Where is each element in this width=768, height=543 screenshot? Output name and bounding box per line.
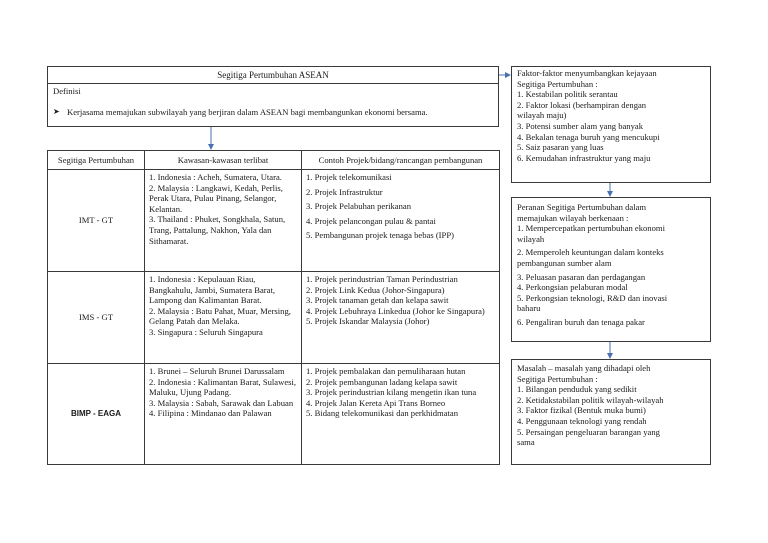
header-cell: Kawasan-kawasan terlibat xyxy=(145,151,302,170)
area-item: 2. Malaysia : Langkawi, Kedah, Perlis, Perak Utara, Pulau Pinang, Selangor, Kelantan. xyxy=(149,182,283,214)
factors-heading: Faktor-faktor menyumbangkan kejayaan xyxy=(517,68,657,78)
area-item: 4. Filipina : Mindanao dan Palawan xyxy=(149,408,272,419)
table-row xyxy=(48,272,500,364)
factor-item: 2. Faktor lokasi (berhampiran dengan xyxy=(517,99,647,110)
project-item: 4. Projek Jalan Kereta Api Trans Borneo xyxy=(306,397,446,408)
table-header-row xyxy=(48,151,500,170)
project-item: 5. Bidang telekomunikasi dan perkhidmatan xyxy=(306,408,459,419)
problems-heading: Segitiga Pertumbuhan : xyxy=(517,373,598,384)
role-item: 6. Pengaliran buruh dan tenaga pakar xyxy=(517,316,645,327)
projects-cell xyxy=(302,170,500,272)
area-item: 1. Brunei – Seluruh Brunei Darussalam xyxy=(149,366,285,376)
problem-item: sama xyxy=(517,437,535,448)
area-item: 2. Malaysia : Batu Pahat, Muar, Mersing, Gelang Patah dan Melaka. xyxy=(149,305,291,327)
project-item: 5. Pembangunan projek tenaga bebas (IPP) xyxy=(306,230,454,241)
projects-cell xyxy=(302,364,500,465)
project-item: 5. Projek Iskandar Malaysia (Johor) xyxy=(306,316,430,327)
roles-heading: memajukan wilayah berkenaan : xyxy=(517,212,629,223)
definition-bullet xyxy=(53,107,493,118)
problem-item: 5. Persaingan pengeluaran barangan yang xyxy=(517,426,660,437)
role-item: wilayah xyxy=(517,233,545,244)
project-item: 2. Projek pembangunan ladang kelapa sawit xyxy=(306,376,458,387)
factor-item: 4. Bekalan tenaga buruh yang mencukupi xyxy=(517,131,660,142)
factor-item: wilayah maju) xyxy=(517,110,567,121)
project-item: 2. Projek Link Kedua (Johor-Singapura) xyxy=(306,284,445,295)
header-cell: Contoh Projek/bidang/rancangan pembangunan xyxy=(302,151,500,170)
growth-triangle-table xyxy=(47,150,500,465)
project-item: 3. Projek Pelabuhan perikanan xyxy=(306,201,412,212)
triangle-name: BIMP - EAGA xyxy=(48,364,145,465)
page-title: Segitiga Pertumbuhan ASEAN xyxy=(47,66,499,84)
role-item: 4. Perkongsian pelaburan modal xyxy=(517,282,628,293)
problem-item: 3. Faktor fizikal (Bentuk muka bumi) xyxy=(517,405,646,416)
project-item: 1. Projek pembalakan dan pemuliharaan hutan xyxy=(306,366,466,376)
table-row xyxy=(48,364,500,465)
problems-heading: Masalah – masalah yang dihadapi oleh xyxy=(517,363,651,373)
triangle-name: IMT - GT xyxy=(48,170,145,272)
factor-item: 1. Kestabilan politik serantau xyxy=(517,89,618,100)
area-item: 3. Malaysia : Sabah, Sarawak dan Labuan xyxy=(149,397,294,408)
roles-box xyxy=(511,197,711,342)
role-item: 3. Peluasan pasaran dan perdagangan xyxy=(517,271,646,282)
projects-cell xyxy=(302,272,500,364)
bullet-arrow-icon: ➤ xyxy=(53,106,60,116)
triangle-name: IMS - GT xyxy=(48,272,145,364)
factors-heading: Segitiga Pertumbuhan : xyxy=(517,78,598,89)
project-item: 3. Projek perindustrian kilang mengetin ikan tuna xyxy=(306,387,477,398)
problem-item: 4. Penggunaan teknologi yang rendah xyxy=(517,415,647,426)
area-item: 1. Indonesia : Kepulauan Riau, Bangkahulu, Jambi, Sumatera Barat, Lampong dan Kalimantan Barat. xyxy=(149,274,276,306)
success-factors-box xyxy=(511,66,711,183)
factor-item: 3. Potensi sumber alam yang banyak xyxy=(517,120,644,131)
table-row xyxy=(48,170,500,272)
project-item: 1. Projek telekomunikasi xyxy=(306,172,392,182)
factor-item: 5. Saiz pasaran yang luas xyxy=(517,142,604,153)
area-item: 3. Singapura : Seluruh Singapura xyxy=(149,326,263,337)
problem-item: 2. Ketidakstabilan politik wilayah-wilayah xyxy=(517,394,664,405)
area-item: 1. Indonesia : Acheh, Sumatera, Utara. xyxy=(149,172,282,182)
roles-heading: Peranan Segitiga Pertumbuhan dalam xyxy=(517,202,647,212)
project-item: 1. Projek perindustrian Taman Perindustrian xyxy=(306,274,458,284)
project-item: 4. Projek pelancongan pulau & pantai xyxy=(306,215,436,226)
definition-heading: Definisi xyxy=(53,86,81,96)
project-item: 4. Projek Lebuhraya Linkedua (Johor ke Singapura) xyxy=(306,305,485,316)
factor-item: 6. Kemudahan infrastruktur yang maju xyxy=(517,152,651,163)
definition-text: Kerjasama memajukan subwilayah yang berjiran dalam ASEAN bagi membangunkan ekonomi bersama. xyxy=(67,106,428,117)
area-item: 2. Indonesia : Kalimantan Barat, Sulawesi, Maluku, Ujung Padang. xyxy=(149,376,297,398)
areas-cell xyxy=(145,170,302,272)
area-item: 3. Thailand : Phuket, Songkhala, Satun, Trang, Pattalung, Nakhon, Yala dan Sithamarat. xyxy=(149,214,286,246)
problem-item: 1. Bilangan penduduk yang sedikit xyxy=(517,384,637,395)
project-item: 2. Projek Infrastruktur xyxy=(306,186,383,197)
role-item: 5. Perkongsian teknologi, R&D dan inovasi xyxy=(517,292,668,303)
role-item: 2. Memperoleh keuntungan dalam konteks xyxy=(517,247,664,258)
project-item: 3. Projek tanaman getah dan kelapa sawit xyxy=(306,295,449,306)
header-cell: Segitiga Pertumbuhan xyxy=(48,151,145,170)
role-item: pembangunan sumber alam xyxy=(517,257,612,268)
role-item: 1. Mempercepatkan pertumbuhan ekonomi xyxy=(517,223,665,234)
definition-box xyxy=(47,83,499,127)
areas-cell xyxy=(145,272,302,364)
areas-cell xyxy=(145,364,302,465)
problems-box xyxy=(511,359,711,465)
role-item: baharu xyxy=(517,303,541,314)
